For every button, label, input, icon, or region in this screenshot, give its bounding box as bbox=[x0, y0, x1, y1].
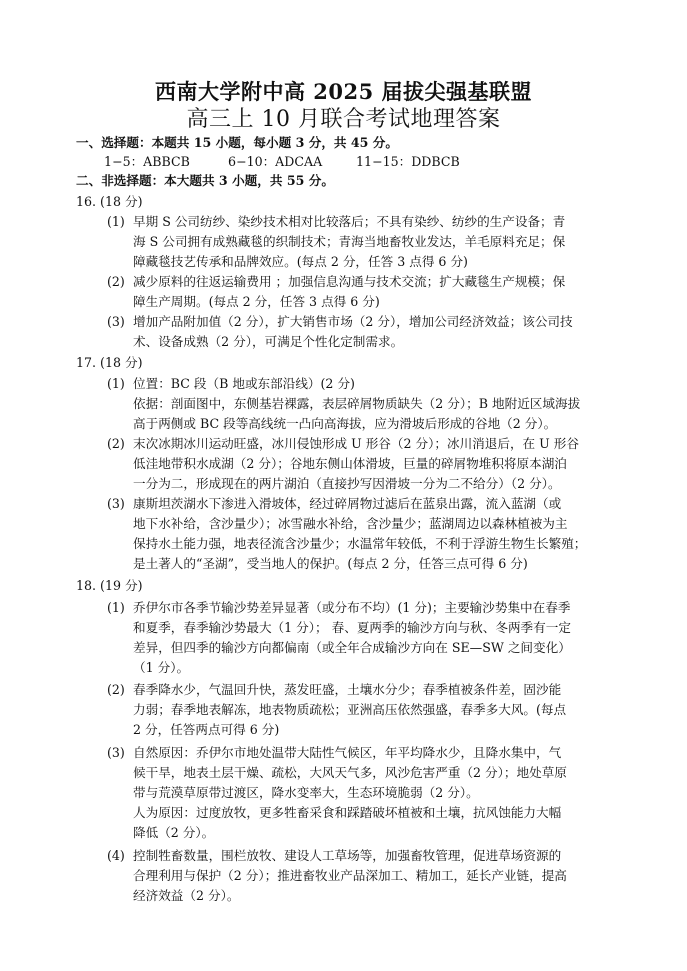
q18-part1-line: 和夏季，春季输沙势最大（1 分）； 春、夏两季的输沙方向与秋、冬两季有一定 bbox=[133, 620, 571, 635]
q17-part1-line: 高于两侧或 BC 段等高线统一凸向高海拔，应为滑坡后形成的谷地（2 分）。 bbox=[133, 416, 557, 431]
q17-part3-line: 是土著人的“圣湖”，受当地人的保护。(每点 2 分，任答三点可得 6 分) bbox=[133, 556, 528, 571]
q17-part1-number: (1) bbox=[107, 376, 125, 391]
q18-part2-line: 2 分，任答两点可得 6 分) bbox=[133, 722, 280, 737]
q18-part1-number: (1) bbox=[107, 600, 125, 615]
q18-part3-line: 自然原因：乔伊尔市地处温带大陆性气候区，年平均降水少，且降水集中，气 bbox=[133, 745, 562, 760]
section1-heading: 一、选择题：本题共 15 小题，每小题 3 分，共 45 分。 bbox=[76, 135, 398, 150]
q18-part2-number: (2) bbox=[107, 682, 125, 697]
q16-label: 16. (18 分) bbox=[76, 194, 143, 209]
q17-part3-number: (3) bbox=[107, 496, 125, 511]
q17-part1-line: 位置：BC 段（B 地或东部沿线）(2 分) bbox=[133, 376, 355, 391]
q18-part1-line: （1 分）。 bbox=[133, 660, 190, 675]
q18-part3-line: 人为原因：过度放牧，更多牲畜采食和踩踏破坏植被和土壤，抗风蚀能力大幅 bbox=[133, 805, 562, 820]
q17-part2-line: 末次冰期冰川运动旺盛，冰川侵蚀形成 U 形谷（2 分）；冰川消退后，在 U 形谷 bbox=[133, 436, 579, 451]
q18-part4-line: 控制牲畜数量，围栏放牧、建设人工草场等，加强畜牧管理，促进草场资源的 bbox=[133, 848, 562, 863]
q16-part3-line: 增加产品附加值（2 分），扩大销售市场（2 分），增加公司经济效益；该公司技 bbox=[133, 314, 573, 329]
q18-part1-line: 乔伊尔市各季节输沙势差异显著（或分布不均）(1 分)；主要输沙势集中在春季 bbox=[133, 600, 571, 615]
q17-part2-number: (2) bbox=[107, 436, 125, 451]
q16-part2-number: (2) bbox=[107, 274, 125, 289]
q18-part4-number: (4) bbox=[107, 848, 125, 863]
q18-part2-line: 力弱；春季地表解冻，地表物质疏松；亚洲高压依然强盛，春季多大风。(每点 bbox=[133, 702, 567, 717]
q17-part2-line: 低洼地带积水成湖（2 分）；谷地东侧山体滑坡，巨量的碎屑物堆积将原本湖泊 bbox=[133, 456, 567, 471]
q18-part3-line: 候干旱，地表土层干燥、疏松，大风天气多，风沙危害严重（2 分）；地处草原 bbox=[133, 765, 567, 780]
q18-part4-line: 合理利用与保护（2 分）；推进畜牧业产品深加工、精加工，延长产业链，提高 bbox=[133, 868, 567, 883]
mc-answers-6-10: 6−10：ADCAA bbox=[228, 154, 323, 169]
q18-part3-line: 降低（2 分）。 bbox=[133, 825, 215, 840]
q18-part3-line: 带与荒漠草原带过渡区，降水变率大，生态环境脆弱（2 分）。 bbox=[133, 785, 479, 800]
q16-part1-number: (1) bbox=[107, 214, 125, 229]
q17-part2-line: 一分为二，形成现在的两片湖泊（直接抄写因滑坡一分为二不给分）（2 分）。 bbox=[133, 476, 561, 491]
q17-part1-line: 依据：剖面图中，东侧基岩裸露，表层碎屑物质缺失（2 分）；B 地附近区域海拔 bbox=[133, 396, 581, 411]
q18-part1-line: 差异，但四季的输沙方向都偏南（或全年合成输沙方向在 SE—SW 之间变化） bbox=[133, 640, 571, 655]
q16-part3-line: 术、设备成熟（2 分），可满足个性化定制需求。 bbox=[133, 334, 404, 349]
q16-part1-line: 海 S 公司拥有成熟藏毯的织制技术；青海当地畜牧业发达，羊毛原料充足；保 bbox=[133, 234, 566, 249]
section2-heading: 二、非选择题：本大题共 3 小题，共 55 分。 bbox=[76, 173, 334, 188]
document-subtitle: 高三上 10 月联合考试地理答案 bbox=[186, 107, 501, 132]
mc-answers-1-5: 1−5：ABBCB bbox=[104, 154, 190, 169]
q16-part1-line: 早期 S 公司纺纱、染纱技术相对比较落后；不具有染纱、纺纱的生产设备；青 bbox=[133, 214, 566, 229]
q17-part3-line: 保持水土能力强，地表径流含沙量少；水温常年较低，不利于浮游生物生长繁殖； bbox=[133, 536, 587, 551]
mc-answers-11-15: 11−15：DDBCB bbox=[356, 154, 460, 169]
q18-part3-number: (3) bbox=[107, 745, 125, 760]
q16-part3-number: (3) bbox=[107, 314, 125, 329]
q16-part1-line: 障藏毯技艺传承和品牌效应。(每点 2 分，任答 3 点得 6 分) bbox=[133, 254, 468, 269]
document-title: 西南大学附中高 2025 届拔尖强基联盟 bbox=[154, 79, 533, 104]
q18-part2-line: 春季降水少，气温回升快，蒸发旺盛，土壤水分少；春季植被条件差，固沙能 bbox=[133, 682, 562, 697]
q18-label: 18. (19 分) bbox=[76, 578, 143, 593]
q16-part2-line: 障生产周期。(每点 2 分，任答 3 点得 6 分) bbox=[133, 294, 380, 309]
q17-part3-line: 康斯坦茨湖水下渗进入滑坡体，经过碎屑物过滤后在蓝泉出露，流入蓝湖（或 bbox=[133, 496, 562, 511]
q17-part3-line: 地下水补给，含沙量少）；冰雪融水补给，含沙量少；蓝湖周边以森林植被为主 bbox=[133, 516, 568, 531]
q16-part2-line: 减少原料的往返运输费用 ；加强信息沟通与技术交流；扩大藏毯生产规模；保 bbox=[133, 274, 566, 289]
q18-part4-line: 经济效益（2 分）。 bbox=[133, 888, 240, 903]
q17-label: 17. (18 分) bbox=[76, 355, 143, 370]
